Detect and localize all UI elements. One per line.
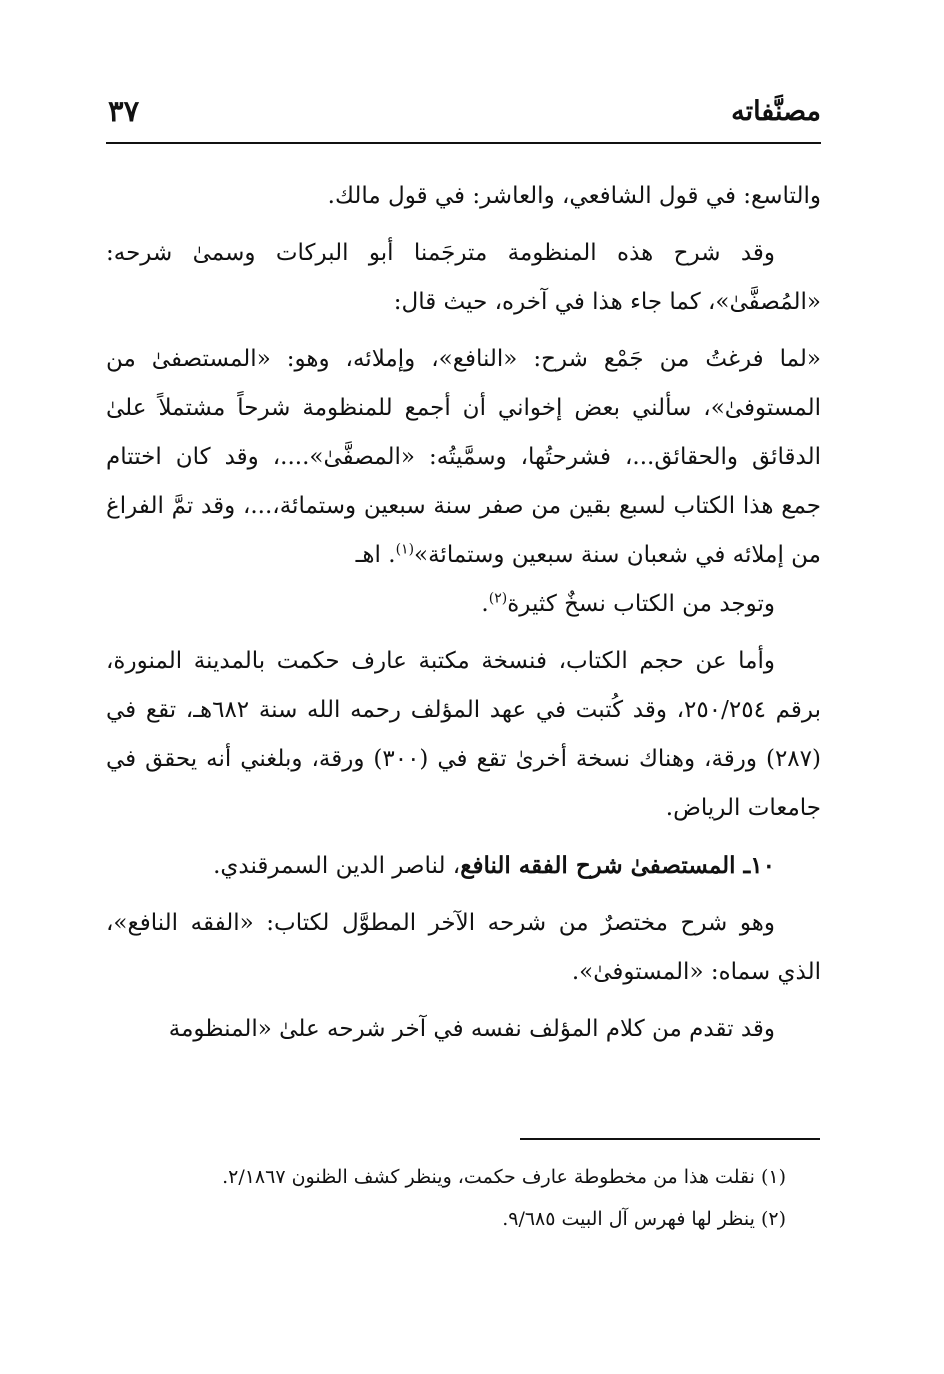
footnote-1: (١) نقلت هذا من مخطوطة عارف حكمت، وينظر كشف الظنون ٢/١٨٦٧. xyxy=(222,1166,786,1188)
paragraph-3-tail: . اهـ xyxy=(355,542,396,568)
paragraph-6-heading xyxy=(106,841,821,891)
page-header xyxy=(106,92,821,144)
book-entry-title: ١٠ـ المستصفىٰ شرح الفقه النافع xyxy=(460,852,775,879)
paragraph-5 xyxy=(106,637,821,833)
paragraph-4-text: وتوجد من الكتاب نسخٌ كثيرة xyxy=(507,591,775,617)
paragraph-5-text: وأما عن حجم الكتاب، فنسخة مكتبة عارف حكمت بالمدينة المنورة، برقم ٢٥٠/٢٥٤، وقد كُتبت في عهد المؤلف رحمه الله سنة ٦٨٢هـ، تقع في (٢٨٧) ورقة، وهناك نسخة أخرىٰ تقع في (٣٠٠) ورقة، وبلغني أنه يحقق في جامعات الرياض. xyxy=(106,648,821,821)
paragraph-7 xyxy=(106,899,821,997)
paragraph-7-text: وهو شرح مختصرٌ من شرحه الآخر المطوَّل لكتاب: «الفقه النافع»، الذي سماه: «المستوفىٰ». xyxy=(106,910,821,985)
paragraph-8 xyxy=(106,1005,821,1054)
paragraph-1-text: والتاسع: في قول الشافعي، والعاشر: في قول مالك. xyxy=(327,183,821,209)
paragraph-2-text: وقد شرح هذه المنظومة مترجَمنا أبو البركات وسمىٰ شرحه: «المُصفَّىٰ»، كما جاء هذا في آخره، حيث قال: xyxy=(106,240,821,315)
running-title: مصنَّفاته xyxy=(731,96,821,127)
footnote-ref-1: (١) xyxy=(395,541,415,558)
main-text xyxy=(106,172,821,1054)
footnote-2: (٢) ينظر لها فهرس آل البيت ٩/٦٨٥. xyxy=(502,1208,786,1230)
paragraph-3-text: «لما فرغتُ من جَمْع شرح: «النافع»، وإملائه، وهو: «المستصفىٰ من المستوفىٰ»، سألني بعض إخواني أن أجمع للمنظومة شرحاً مشتملاً علىٰ الدقائق والحقائق...، فشرحتُها، وسمَّيتُه: «المصفَّىٰ»....، وقد كان اختتام جمع هذا الكتاب لسبع بقين من صفر سنة سبعين وستمائة،...، وقد تمَّ الفراغ من إملائه في شعبان سنة سبعين وستمائة» xyxy=(106,346,821,568)
footnote-ref-2: (٢) xyxy=(488,590,508,607)
paragraph-1 xyxy=(106,172,821,221)
book-entry-author: ، لناصر الدين السمرقندي. xyxy=(213,853,461,879)
paragraph-3-quote xyxy=(106,335,821,580)
paragraph-2 xyxy=(106,229,821,327)
paragraph-8-text: وقد تقدم من كلام المؤلف نفسه في آخر شرحه علىٰ «المنظومة xyxy=(168,1016,775,1042)
footnote-divider xyxy=(520,1138,820,1140)
page-number: ٣٧ xyxy=(108,94,140,128)
paragraph-4 xyxy=(106,580,821,629)
paragraph-4-tail: . xyxy=(481,591,489,617)
footnotes xyxy=(106,1156,786,1240)
